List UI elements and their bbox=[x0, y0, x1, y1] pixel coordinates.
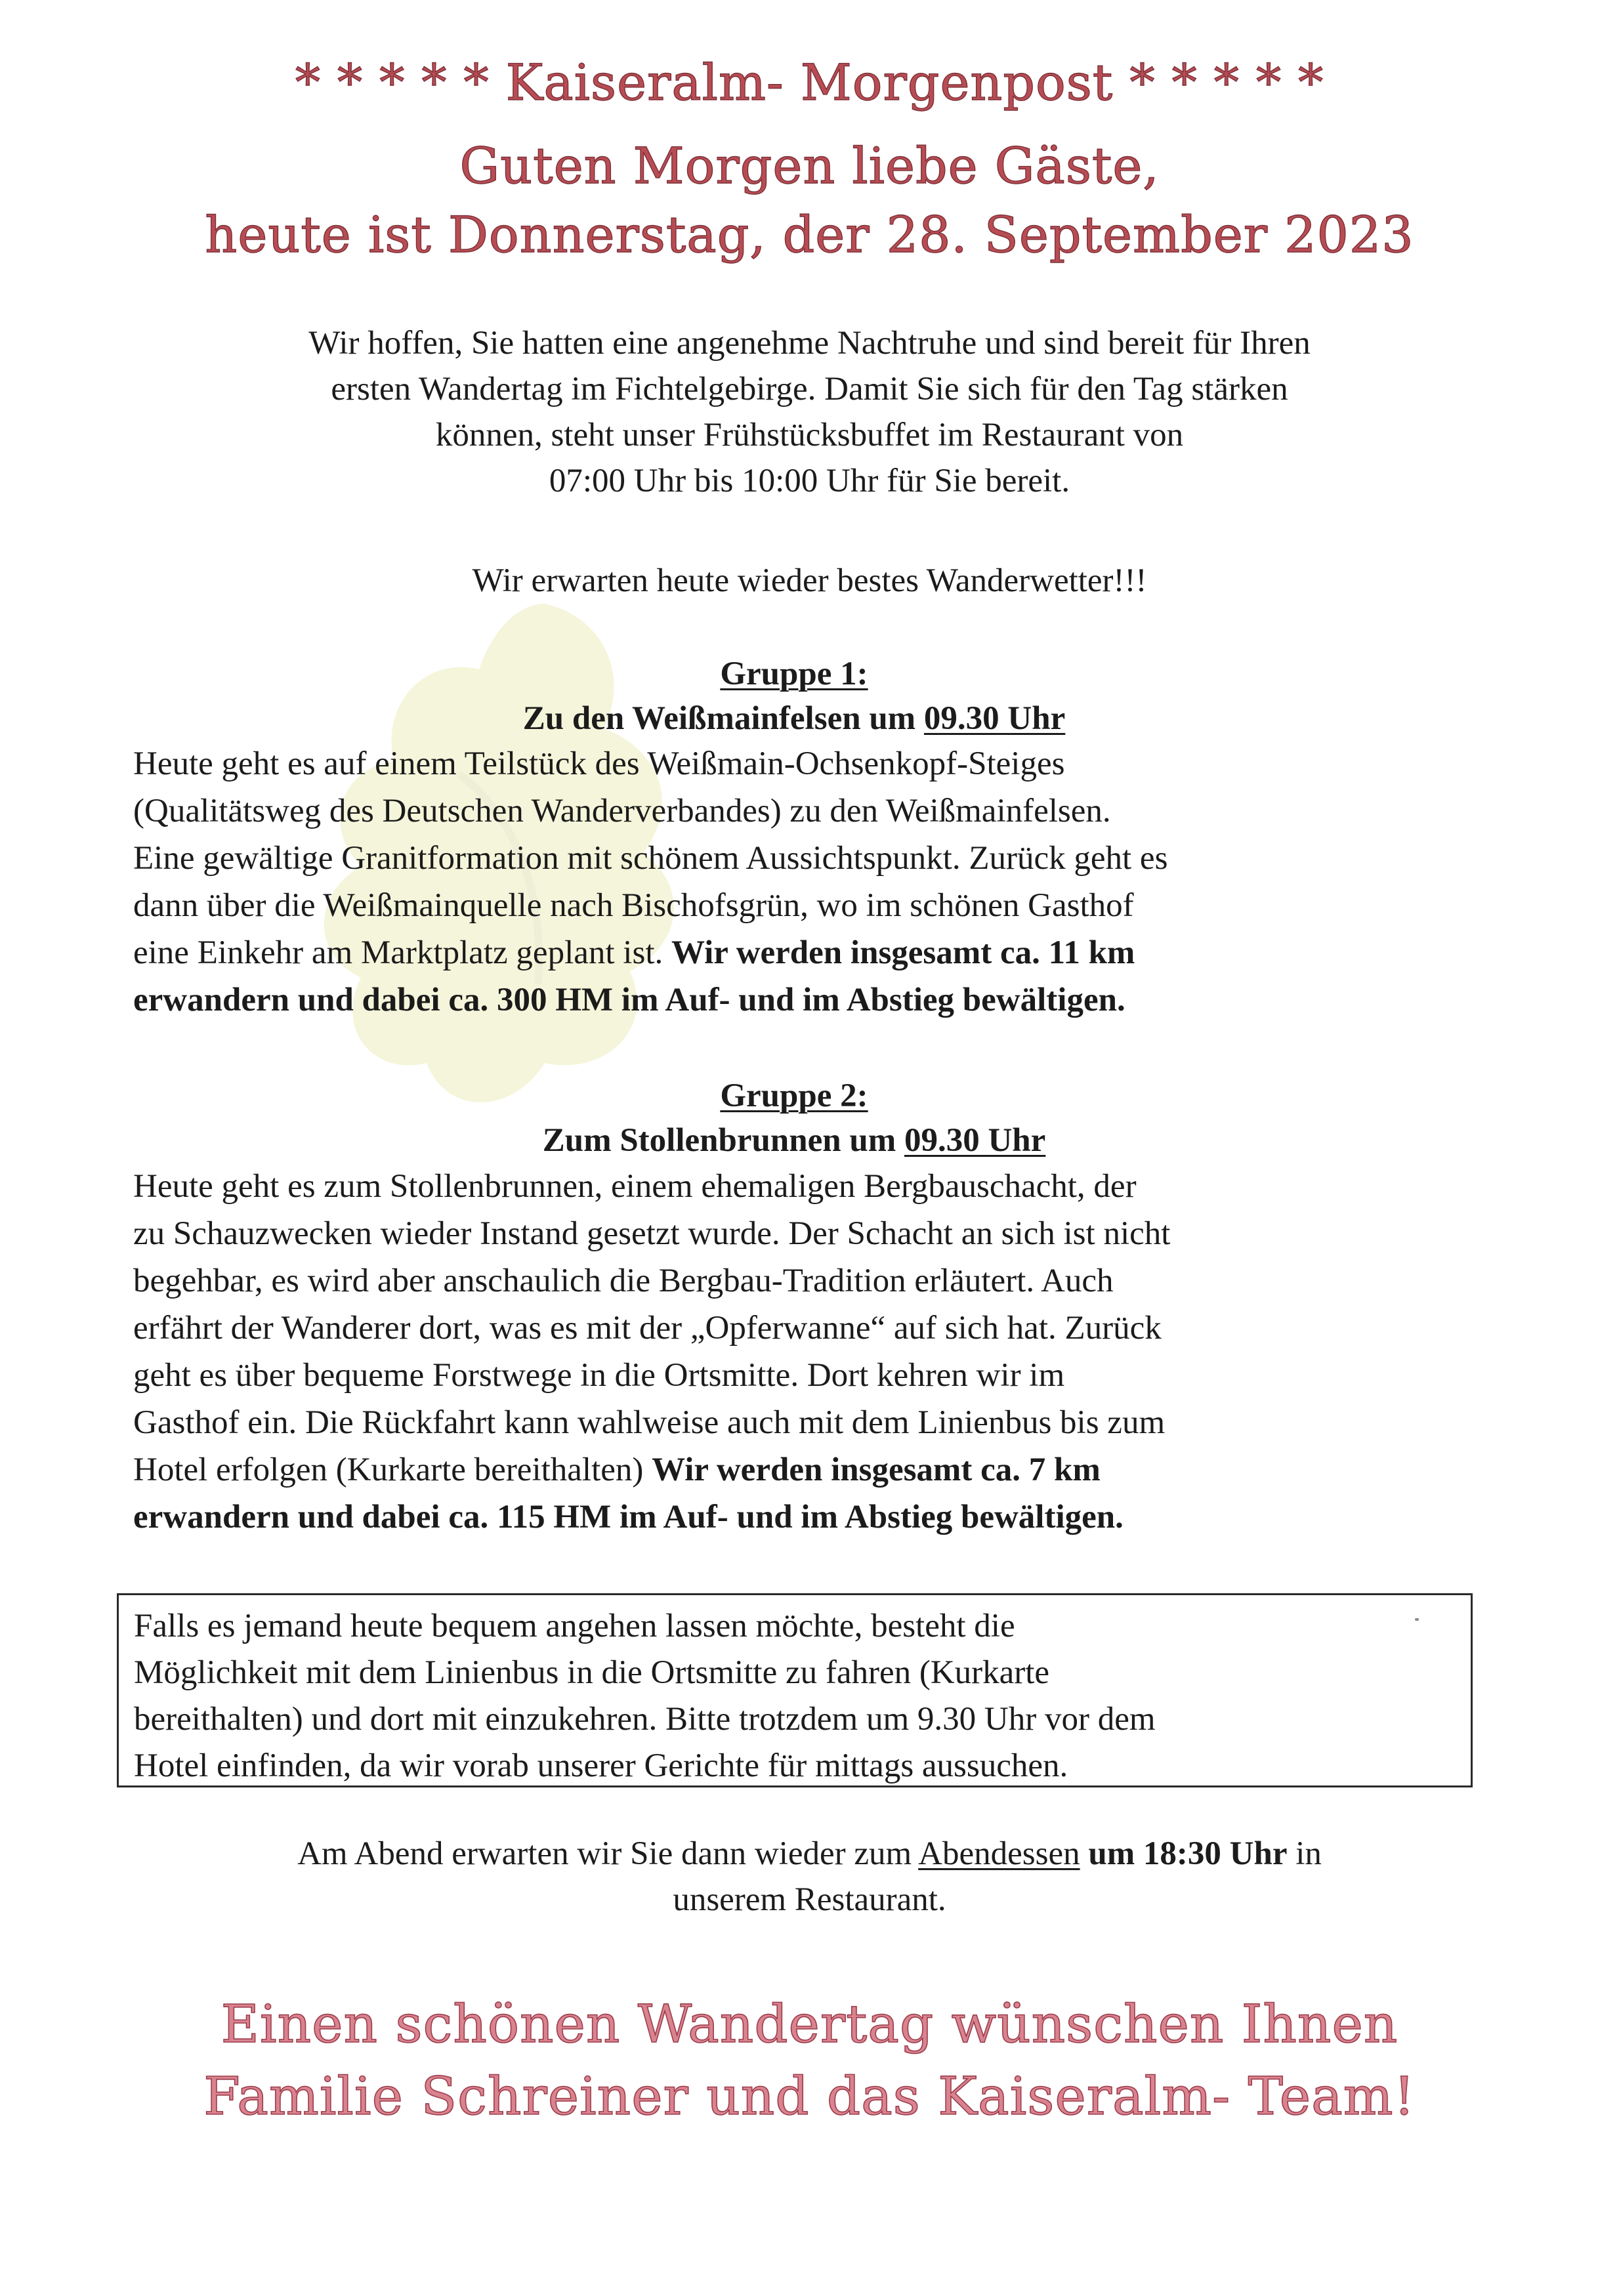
text-line: unserem Restaurant. bbox=[673, 1881, 946, 1918]
text-line: zu Schauzwecken wieder Instand gesetzt wurde. Der Schacht an sich ist nicht bbox=[133, 1215, 1171, 1252]
text-line: Heute geht es auf einem Teilstück des Weißmain-Ochsenkopf-Steiges bbox=[133, 745, 1065, 782]
notice-box bbox=[117, 1593, 1473, 1787]
intro-paragraph bbox=[131, 320, 1488, 504]
newsletter-title: * * * * * Kaiseralm- Morgenpost * * * * * bbox=[295, 53, 1324, 112]
weather-note: Wir erwarten heute wieder bestes Wanderwetter!!! bbox=[472, 562, 1147, 599]
intro-line: ersten Wandertag im Fichtelgebirge. Damit Sie sich für den Tag stärken bbox=[331, 371, 1288, 407]
group1-description bbox=[133, 740, 1524, 1024]
evening-prefix: Am Abend erwarten wir Sie dann wieder zum bbox=[297, 1835, 919, 1872]
dinner-word: Abendessen bbox=[918, 1835, 1080, 1872]
group1-subtitle bbox=[0, 696, 1588, 741]
text-line-bold: erwandern und dabei ca. 300 HM im Auf- und im Abstieg bewältigen. bbox=[133, 982, 1125, 1018]
group2-time: 09.30 Uhr bbox=[904, 1122, 1046, 1159]
text-line: Gasthof ein. Die Rückfahrt kann wahlweise auch mit dem Linienbus bis zum bbox=[133, 1404, 1166, 1441]
text-line: (Qualitätsweg des Deutschen Wanderverbandes) zu den Weißmainfelsen. bbox=[133, 793, 1111, 829]
text-line: geht es über bequeme Forstwege in die Ortsmitte. Dort kehren wir im bbox=[133, 1357, 1065, 1394]
closing-wish: Einen schönen Wandertag wünschen Ihnen bbox=[221, 1993, 1398, 2055]
group2-description bbox=[133, 1163, 1524, 1541]
distance-bold: Wir werden insgesamt ca. 7 km bbox=[652, 1451, 1101, 1488]
group2-destination: Zum Stollenbrunnen um bbox=[542, 1122, 904, 1159]
notice-text bbox=[134, 1603, 1156, 1789]
group2-subtitle bbox=[0, 1117, 1588, 1163]
group1-heading bbox=[0, 651, 1588, 697]
closing-signature: Familie Schreiner und das Kaiseralm- Team! bbox=[203, 2066, 1416, 2127]
distance-bold: Wir werden insgesamt ca. 11 km bbox=[671, 934, 1135, 971]
greeting: Guten Morgen liebe Gäste, bbox=[459, 136, 1160, 195]
text-line: Hotel einfinden, da wir vorab unserer Gerichte für mittags aussuchen. bbox=[134, 1747, 1068, 1784]
text-line: bereithalten) und dort mit einzukehren. Bitte trotzdem um 9.30 Uhr vor dem bbox=[134, 1701, 1156, 1738]
text-line: Falls es jemand heute bequem angehen lassen möchte, besteht die bbox=[134, 1608, 1015, 1644]
text-line: erfährt der Wanderer dort, was es mit der „Opferwanne“ auf sich hat. Zurück bbox=[133, 1310, 1162, 1346]
evening-suffix: in bbox=[1287, 1835, 1322, 1872]
text-normal: eine Einkehr am Marktplatz geplant ist. bbox=[133, 934, 671, 971]
text-line-bold: erwandern und dabei ca. 115 HM im Auf- und im Abstieg bewältigen. bbox=[133, 1499, 1124, 1535]
text-line: begehbar, es wird aber anschaulich die Bergbau-Tradition erläutert. Auch bbox=[133, 1263, 1114, 1299]
text-line: Eine gewältige Granitformation mit schönem Aussichtspunkt. Zurück geht es bbox=[133, 840, 1168, 877]
text-line: dann über die Weißmainquelle nach Bischofsgrün, wo im schönen Gasthof bbox=[133, 887, 1134, 924]
dinner-time: um 18:30 Uhr bbox=[1080, 1835, 1288, 1872]
scan-speck bbox=[1415, 1618, 1419, 1621]
group1-heading-text: Gruppe 1: bbox=[720, 656, 868, 692]
evening-note bbox=[0, 1831, 1619, 1923]
intro-line: können, steht unser Frühstücksbuffet im Restaurant von bbox=[435, 417, 1184, 453]
date-line: heute ist Donnerstag, der 28. September 2023 bbox=[205, 205, 1414, 264]
intro-line: 07:00 Uhr bis 10:00 Uhr für Sie bereit. bbox=[549, 463, 1070, 499]
group1-destination: Zu den Weißmainfelsen um bbox=[522, 700, 924, 737]
text-line bbox=[133, 1446, 1524, 1493]
group2-heading-text: Gruppe 2: bbox=[720, 1077, 868, 1114]
text-line bbox=[133, 929, 1524, 976]
group1-time: 09.30 Uhr bbox=[923, 700, 1066, 737]
text-line: Heute geht es zum Stollenbrunnen, einem ehemaligen Bergbauschacht, der bbox=[133, 1168, 1137, 1205]
text-normal: Hotel erfolgen (Kurkarte bereithalten) bbox=[133, 1451, 652, 1488]
text-line: Möglichkeit mit dem Linienbus in die Ortsmitte zu fahren (Kurkarte bbox=[134, 1654, 1050, 1691]
text-line bbox=[0, 1831, 1619, 1877]
group2-heading bbox=[0, 1073, 1588, 1119]
intro-line: Wir hoffen, Sie hatten eine angenehme Nachtruhe und sind bereit für Ihren bbox=[308, 325, 1311, 362]
